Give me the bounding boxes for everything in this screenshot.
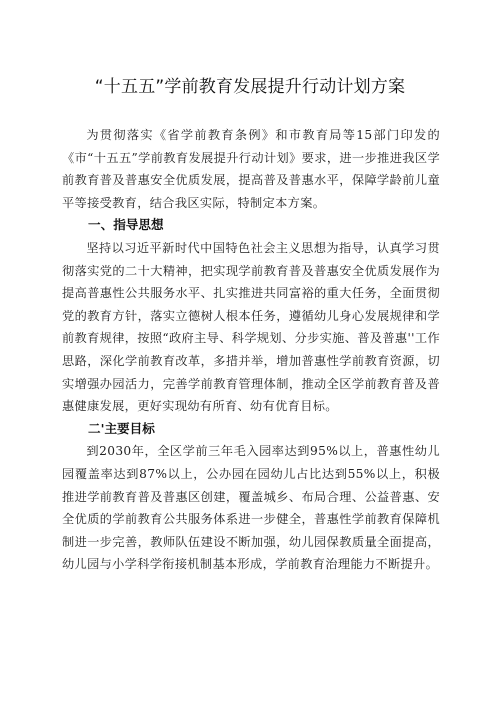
document-title: “十五五”学前教育发展提升行动计划方案	[94, 77, 406, 97]
section-heading-guiding-ideology: 一、指导思想	[88, 217, 164, 233]
section-body-main-goals: 到2030年，全区学前三年毛入园率达到95%以上，普惠性幼儿园覆盖率达到87%以上，公办园在园幼儿占比达到55%以上，积极推进学前教育普及普惠区创建，覆盖城乡、布局合理、公益普惠、安全优质的学前教育公共服务体系进一步健全，普惠性学前教育保障机制进一步完善，教师队伍建设不断加强，幼儿园保教质量全面提高，幼儿园与小学科学衔接机制基本形成，学前教育治理能力不断提升。	[62, 444, 440, 572]
intro-paragraph: 为贯彻落实《省学前教育条例》和市教育局等15部门印发的《市“十五五”学前教育发展提升行动计划》要求，进一步推进我区学前教育普及普惠安全优质发展，提高普及普惠水平，保障学龄前儿童平等接受教育，结合我区实际，特制定本方案。	[62, 128, 440, 210]
section-body-guiding-ideology: 坚持以习近平新时代中国特色社会主义思想为指导，认真学习贯彻落实党的二十大精神，把实现学前教育普及普惠安全优质发展作为提高普惠性公共服务水平、扎实推进共同富裕的重大任务，全面贯彻党的教育方针，落实立德树人根本任务，遵循幼儿身心发展规律和学前教育规律，按照“政府主导、科学规划、分步实施、普及普惠''工作思路，深化学前教育改革，多措并举，增加普惠性学前教育资源，切实增强办园活力，完善学前教育管理体制，推动全区学前教育普及普惠健康发展，更好实现幼有所育、幼有优育目标。	[62, 240, 440, 414]
section-heading-main-goals: 二'主要目标	[88, 420, 155, 436]
document-body	[62, 124, 440, 576]
